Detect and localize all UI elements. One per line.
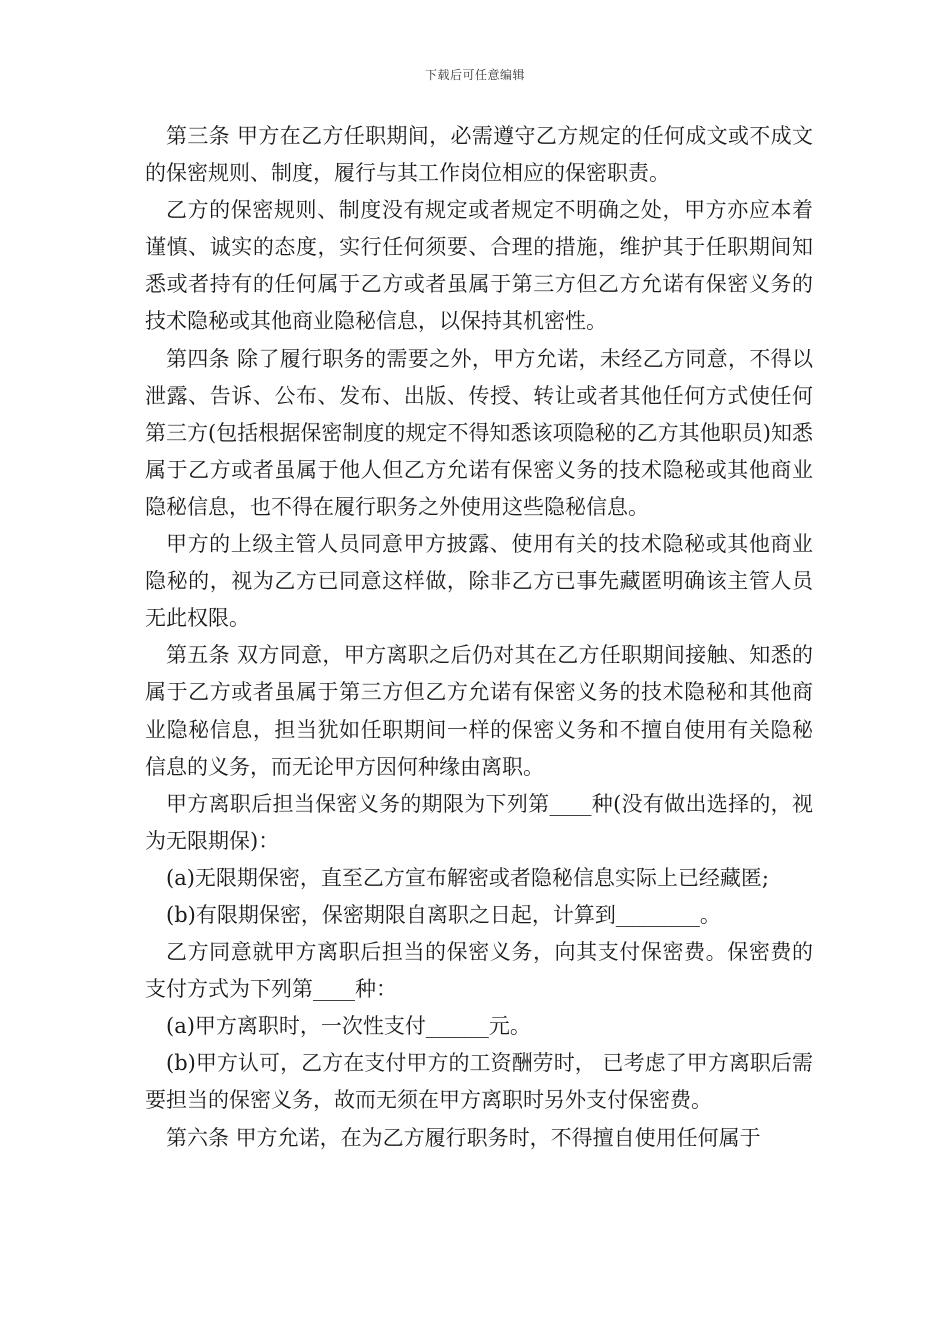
paragraph-confidentiality-fee: 乙方同意就甲方离职后担当的保密义务，向其支付保密费。保密费的支付方式为下列第____种： (145, 940, 813, 1002)
paragraph-article-4-supplement: 甲方的上级主管人员同意甲方披露、使用有关的技术隐秘或其他商业隐秘的，视为乙方已同意这样做，除非乙方已事先藏匿明确该主管人员无此权限。 (145, 532, 813, 631)
paragraph-fee-option-b: (b)甲方认可，乙方在支付甲方的工资酬劳时， 已考虑了甲方离职后需要担当的保密义务，故而无须在甲方离职时另外支付保密费。 (145, 1051, 813, 1113)
paragraph-article-3-supplement: 乙方的保密规则、制度没有规定或者规定不明确之处，甲方亦应本着谨慎、诚实的态度，实行任何须要、合理的措施，维护其于任职期间知悉或者持有的任何属于乙方或者虽属于第三方但乙方允诺有保密义务的技术隐秘或其他商业隐秘信息，以保持其机密性。 (145, 198, 813, 334)
paragraph-article-3: 第三条 甲方在乙方任职期间，必需遵守乙方规定的任何成文或不成文的保密规则、制度，履行与其工作岗位相应的保密职责。 (145, 124, 813, 186)
paragraph-confidentiality-term: 甲方离职后担当保密义务的期限为下列第____种(没有做出选择的，视为无限期保)： (145, 791, 813, 853)
paragraph-option-b-limited: (b)有限期保密，保密期限自离职之日起，计算到________。 (166, 902, 721, 927)
paragraph-article-4: 第四条 除了履行职务的需要之外，甲方允诺，未经乙方同意，不得以泄露、告诉、公布、发布、出版、传授、转让或者其他任何方式使任何第三方(包括根据保密制度的规定不得知悉该项隐秘的乙方其他职员)知悉属于乙方或者虽属于他人但乙方允诺有保密义务的技术隐秘或其他商业隐秘信息，也不得在履行职务之外使用这些隐秘信息。 (145, 346, 813, 519)
paragraph-article-6: 第六条 甲方允诺，在为乙方履行职务时，不得擅自使用任何属于 (166, 1125, 761, 1150)
page-header: 下载后可任意编辑 (424, 68, 525, 82)
paragraph-option-a-unlimited: (a)无限期保密，直至乙方宣布解密或者隐秘信息实际上已经藏匿; (166, 865, 769, 890)
paragraph-fee-option-a: (a)甲方离职时，一次性支付______元。 (166, 1014, 531, 1039)
document-body (145, 118, 813, 1157)
paragraph-article-5: 第五条 双方同意，甲方离职之后仍对其在乙方任职期间接触、知悉的属于乙方或者虽属于第三方但乙方允诺有保密义务的技术隐秘和其他商业隐秘信息，担当犹如任职期间一样的保密义务和不擅自使用有关隐秘信息的义务，而无论甲方因何种缘由离职。 (145, 643, 813, 779)
